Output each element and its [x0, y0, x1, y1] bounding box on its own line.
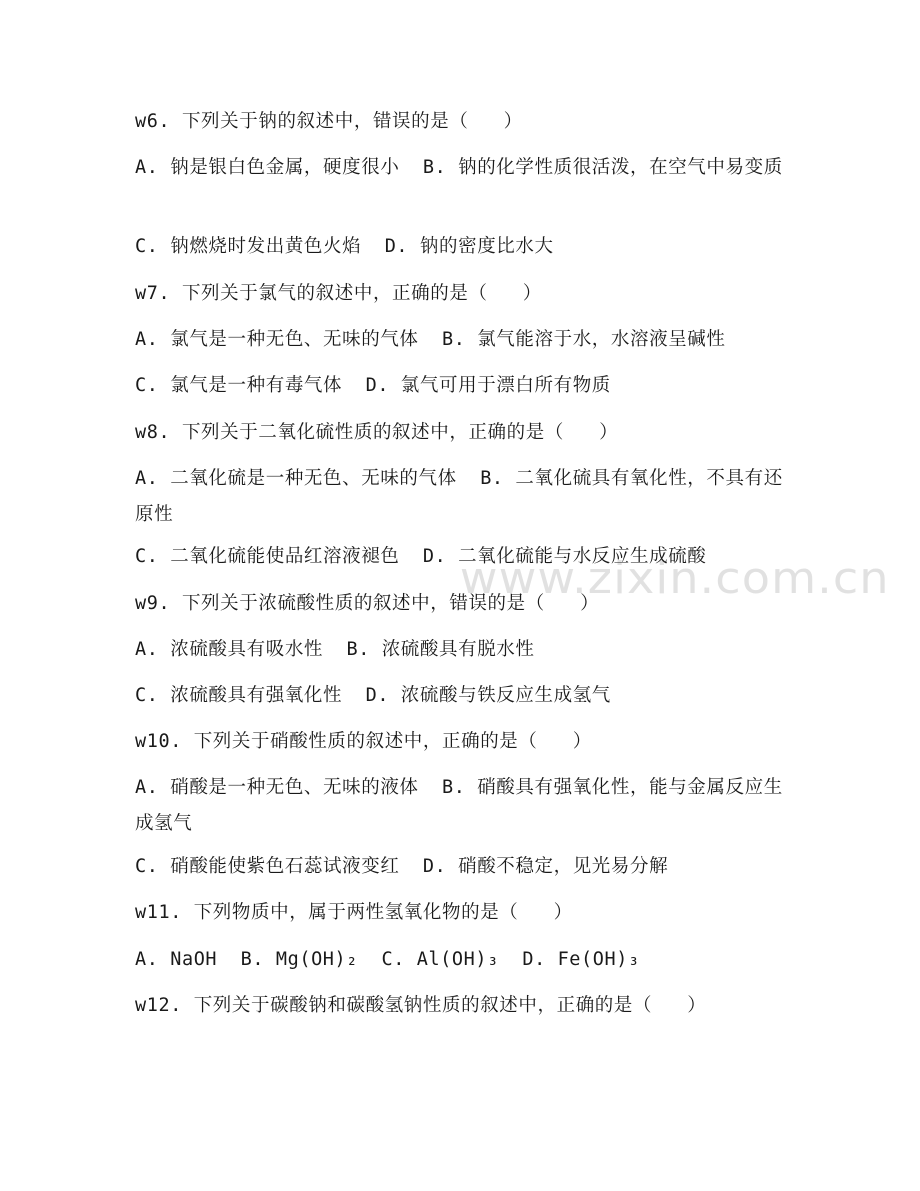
question-options: C. 浓硫酸具有强氧化性 D. 浓硫酸与铁反应生成氢气: [135, 685, 611, 706]
question-options: C. 硝酸能使紫色石蕊试液变红 D. 硝酸不稳定，见光易分解: [135, 856, 669, 877]
question-options: A. 硝酸是一种无色、无味的液体 B. 硝酸具有强氧化性，能与金属反应生成氢气: [135, 777, 783, 834]
question-options: A. 氯气是一种无色、无味的气体 B. 氯气能溶于水，水溶液呈碱性: [135, 329, 726, 350]
question-options: A. 钠是银白色金属，硬度很小 B. 钠的化学性质很活泼，在空气中易变质: [135, 157, 783, 178]
question-options: C. 钠燃烧时发出黄色火焰 D. 钠的密度比水大: [135, 236, 554, 257]
question-stem: w9. 下列关于浓硫酸性质的叙述中，错误的是（ ）: [135, 593, 600, 614]
question-stem: w11. 下列物质中，属于两性氢氧化物的是（ ）: [135, 902, 573, 923]
question-stem: w10. 下列关于硝酸性质的叙述中，正确的是（ ）: [135, 731, 592, 752]
watermark: www.zixin.com.cn: [459, 553, 890, 604]
question-options: C. 二氧化硫能使品红溶液褪色 D. 二氧化硫能与水反应生成硫酸: [135, 546, 707, 567]
question-options: C. 氯气是一种有毒气体 D. 氯气可用于漂白所有物质: [135, 375, 611, 396]
question-stem: w12. 下列关于碳酸钠和碳酸氢钠性质的叙述中，正确的是（ ）: [135, 995, 707, 1016]
question-options: A. 浓硫酸具有吸水性 B. 浓硫酸具有脱水性: [135, 639, 535, 660]
question-stem: w8. 下列关于二氧化硫性质的叙述中，正确的是（ ）: [135, 422, 619, 443]
question-options: A. 二氧化硫是一种无色、无味的气体 B. 二氧化硫具有氧化性，不具有还原性: [135, 468, 783, 525]
question-stem: w7. 下列关于氯气的叙述中，正确的是（ ）: [135, 283, 542, 304]
question-stem: w6. 下列关于钠的叙述中，错误的是（ ）: [135, 111, 523, 132]
question-options: A. NaOH B. Mg(OH)₂ C. Al(OH)₃ D. Fe(OH)₃: [135, 949, 640, 970]
